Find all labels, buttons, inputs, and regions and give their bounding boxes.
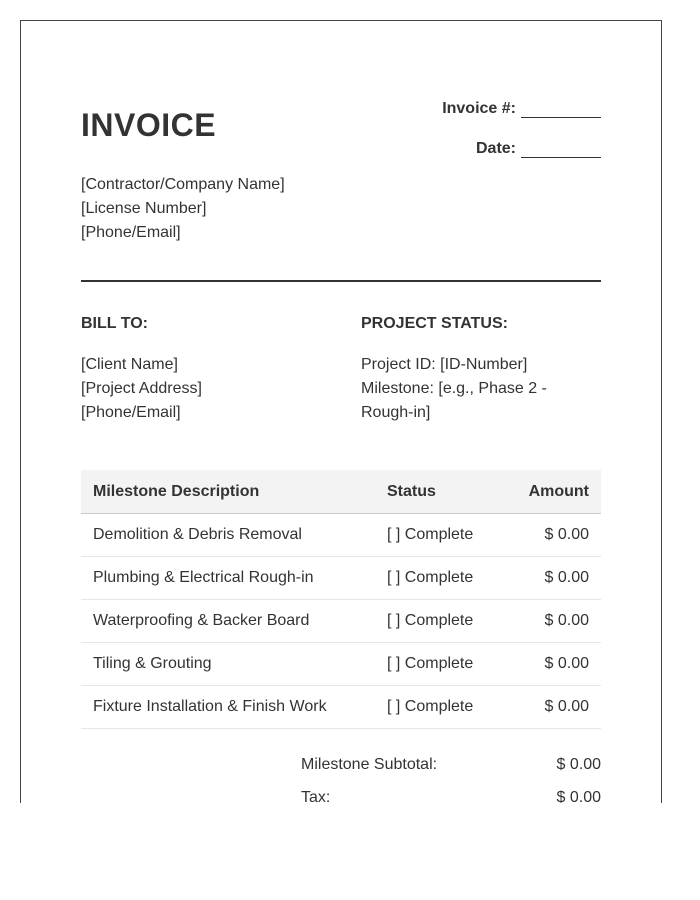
project-address: [Project Address] [81, 380, 202, 397]
project-status-info [361, 353, 571, 425]
subtotal-label: Milestone Subtotal: [301, 756, 438, 773]
tax-value: $ 0.00 [556, 789, 601, 803]
invoice-date-label: Date: [475, 140, 516, 157]
contractor-license: [License Number] [81, 200, 207, 217]
row-status: [ ] Complete [377, 686, 505, 729]
milestone-line-2: Rough-in] [361, 404, 431, 421]
row-amount: $ 0.00 [505, 600, 601, 643]
row-description: Tiling & Grouting [81, 643, 377, 686]
table-header-row [81, 470, 601, 514]
subtotal-value: $ 0.00 [556, 756, 601, 773]
row-amount: $ 0.00 [505, 686, 601, 729]
row-description: Demolition & Debris Removal [81, 514, 377, 557]
invoice-number-line [442, 100, 601, 118]
invoice-date-line [476, 140, 601, 158]
row-description: Waterproofing & Backer Board [81, 600, 377, 643]
row-status: [ ] Complete [377, 514, 505, 557]
subtotal-row [301, 756, 601, 774]
invoice-date-blank [521, 143, 601, 158]
milestone-line-1: Milestone: [e.g., Phase 2 - [361, 380, 547, 397]
table-row [81, 686, 601, 729]
contractor-info [81, 173, 285, 245]
invoice-number-label: Invoice #: [442, 100, 516, 117]
table-row [81, 600, 601, 643]
row-amount: $ 0.00 [505, 514, 601, 557]
row-description: Plumbing & Electrical Rough-in [81, 557, 377, 600]
header-status: Status [377, 470, 505, 514]
project-status-heading: PROJECT STATUS: [361, 315, 508, 332]
row-amount: $ 0.00 [505, 643, 601, 686]
contractor-name: [Contractor/Company Name] [81, 176, 285, 193]
invoice-number-blank [521, 103, 601, 118]
contractor-contact: [Phone/Email] [81, 224, 181, 241]
row-status: [ ] Complete [377, 643, 505, 686]
milestone-table [81, 470, 601, 729]
bill-to-info [81, 353, 202, 425]
bill-to-heading: BILL TO: [81, 315, 148, 332]
tax-row [301, 789, 601, 803]
header-amount: Amount [505, 470, 601, 514]
client-name: [Client Name] [81, 356, 178, 373]
invoice-title: INVOICE [81, 107, 217, 143]
client-contact: [Phone/Email] [81, 404, 181, 421]
header-divider [81, 280, 601, 282]
invoice-page [20, 20, 662, 803]
table-row [81, 557, 601, 600]
row-status: [ ] Complete [377, 600, 505, 643]
header-description: Milestone Description [81, 470, 377, 514]
tax-label: Tax: [301, 789, 331, 803]
row-amount: $ 0.00 [505, 557, 601, 600]
table-row [81, 514, 601, 557]
row-status: [ ] Complete [377, 557, 505, 600]
table-row [81, 643, 601, 686]
project-id: Project ID: [ID-Number] [361, 356, 528, 373]
row-description: Fixture Installation & Finish Work [81, 686, 377, 729]
